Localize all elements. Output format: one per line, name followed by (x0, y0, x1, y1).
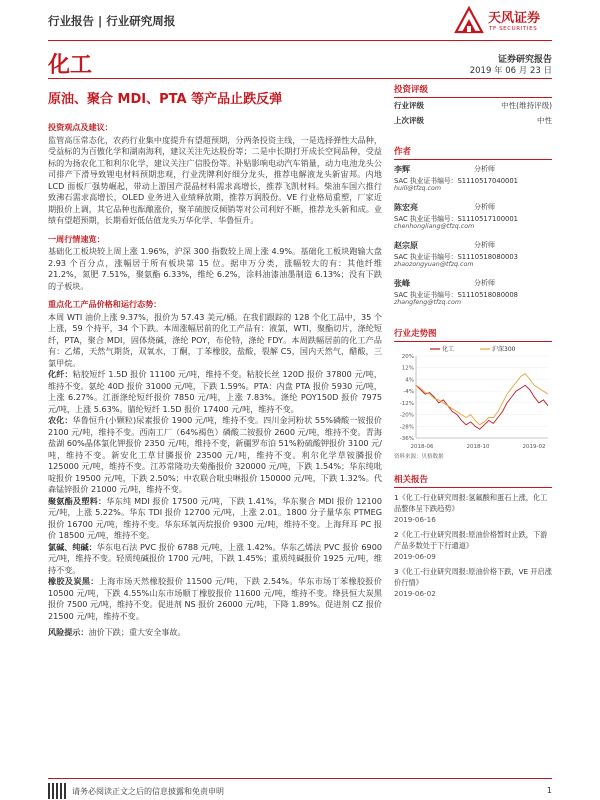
related-reports-heading: 相关报告 (394, 470, 552, 488)
x-tick-label: 2018-10 (466, 444, 490, 450)
related-report-title[interactable]: 3《化工-行业研究周报:原油价格下跌，VE 开启涨价行情》 (394, 567, 552, 587)
related-report[interactable] (394, 529, 552, 562)
sidebar (394, 80, 552, 599)
author-role: 分析师 (474, 203, 495, 211)
paragraph-fiber-heading: 化纤： (48, 369, 73, 379)
author-email[interactable]: huili@tfzq.com (394, 185, 441, 192)
author-cert: SAC 执业证书编号：S1110518080008 (394, 291, 518, 299)
rating-row (394, 98, 552, 113)
footer-divider (48, 778, 552, 783)
related-report-date: 2019-06-16 (394, 515, 436, 524)
authors-heading: 作者 (394, 142, 552, 160)
author-cert: SAC 执业证书编号：S1110517040001 (394, 177, 518, 185)
author-card (394, 202, 552, 236)
related-report-title[interactable]: 2《化工-行业研究周报:原油价格暂时止跌，下游产品多数处于下行通道》 (394, 530, 548, 550)
section-body-prices: 本周 WTI 油价上涨 9.37%，报价为 57.43 美元/桶。在我们跟踪的 128 个化工品中，35 个上涨，59 个持平，34 个下跌。本周涨幅居前的化工产品有：液氯，WTI，聚酯切片，涤纶短纤，PTA，聚合 MDI，固体烧碱，涤纶 POY，布伦特，涤纶 FDY。本周跌幅居前的化工产品有：乙烯，天然气期货，双氧水，丁酮，丁苯橡胶，盐酸，裂解 C5，国内天然气，醋酸，三氯甲烷。 (48, 311, 382, 368)
author-card (394, 278, 552, 312)
industry-title: 化工 (48, 53, 93, 78)
rating-label: 行业评级 (394, 101, 424, 110)
logo-mark-icon (452, 4, 486, 38)
qr-code-icon (48, 783, 66, 799)
author-email[interactable]: zhaozongyuan@tfzq.com (394, 261, 474, 268)
author-role: 分析师 (474, 241, 495, 249)
author-name: 张峰 (394, 279, 410, 288)
related-report-title[interactable]: 1《化工-行业研究周报:氢氟酸和蛋石上涨，化工品整体呈下跌趋势》 (394, 493, 548, 513)
legend-label: 化工 (442, 346, 455, 353)
paragraph-chlor (48, 542, 382, 577)
author-cert: SAC 执业证书编号：S1110518080003 (394, 253, 518, 261)
x-tick-label: 2019-02 (522, 444, 546, 450)
author-email[interactable]: chenhongliang@tfzq.com (394, 223, 475, 230)
main-content (48, 122, 382, 639)
paragraph-chlor-text: 华东电石法 PVC 报价 6788 元/吨，上涨 1.42%。华东乙烯法 PVC 报价 6900 元/吨，维持不变。轻质纯碱报价 1700 元/吨，下跌 1.45%；重质纯碱报价 1925 元/吨，维持不变。 (48, 541, 382, 575)
paragraph-fiber-text: 粘胶短纤 1.5D 报价 11100 元/吨，维持不变。粘胶长丝 120D 报价 37800 元/吨，维持不变。氨纶 40D 报价 31000 元/吨，下跌 1.59%。PTA：内盘 PTA 报价 5930 元/吨，上涨 6.27%。江浙涤纶短纤报价 7850 元/吨，上涨 7.83%。涤纶 POY150D 报价 7975 元/吨，上涨 5.63%。腈纶短纤 1.5D 报价 17400 元/吨，维持不变。 (48, 369, 382, 414)
report-date: 2019 年 06 月 23 日 (469, 66, 552, 76)
author-email[interactable]: zhangfeng@tfzq.com (394, 299, 461, 306)
prev-rating-row (394, 113, 552, 128)
title-divider (48, 78, 552, 79)
y-tick-label: -12% (399, 400, 414, 407)
section-body-views: 监管高压常态化，农药行业集中度提升有望超预期，分两条投资主线，一是选择弹性大品种，受益标的为百傲化学和湖南海利，建议关注先达股份等；二是中长期打开成长空间品种，受益标的为扬农化工和利尔化学，建议关注广信股份等。补贴影响电动汽车销量，动力电池龙头公司排产下滑导致锂电材料预期悲观，行业洗牌利好细分龙头，推荐电解液龙头新宙邦。内地 LCD 面板厂强势崛起，带动上游国产混晶材料需求高增长，推荐飞凯材料。柴油车国六推行致沸石需求高增长，OLED 业务进入业绩释放期，推荐万润股份。VE 行业格局重塑，厂家近期报价上调，其它品种也酝酿涨价，聚羊硫胺反倾销等对公司利好不断，推荐龙头新和成。业绩有望超预期，长期看好低估值龙头万华化学、华鲁恒升。 (48, 134, 382, 225)
trend-chart (394, 342, 552, 452)
related-report[interactable] (394, 566, 552, 599)
trend-chart-heading: 行业走势图 (394, 324, 552, 342)
rating-heading: 投资评级 (394, 80, 552, 98)
y-tick-label: 4% (405, 377, 414, 384)
prev-rating-value: 中性 (537, 116, 552, 125)
author-name: 陈宏亮 (394, 203, 418, 212)
chart-source: 资料来源：贝格数据 (394, 454, 444, 460)
author-role: 分析师 (474, 279, 495, 287)
section-heading-views: 投资观点及建议： (48, 122, 113, 132)
x-tick-label: 2018-06 (410, 444, 434, 450)
author-card (394, 240, 552, 274)
paragraph-agro-heading: 农化： (48, 415, 73, 425)
paragraph-rubber-heading: 橡胶及炭黑： (48, 576, 99, 586)
section-body-market: 基础化工板块较上周上涨 1.96%，沪深 300 指数较上周上涨 4.9%。基础化工板块跑输大盘 2.93 个百分点，涨幅居于所有板块第 15 位。据申万分类，涨幅较大的有：其他纤维 21.2%，氮肥 7.51%，聚氨酯 6.33%，维纶 6.2%，涂料油漆油墨制造 6.13%；没有下跌的子板块。 (48, 246, 382, 291)
risk-heading: 风险提示： (48, 627, 89, 637)
series-line-2 (416, 374, 548, 425)
rating-value: 中性(维持评级) (501, 101, 552, 110)
disclaimer-text: 请务必阅读正文之后的信息披露和免责申明 (72, 787, 224, 796)
paragraph-chlor-heading: 氯碱、纯碱： (48, 541, 97, 552)
author-card (394, 164, 552, 198)
y-tick-label: 12% (401, 365, 414, 372)
paragraph-pu-text: 华东纯 MDI 报价 17500 元/吨，下跌 1.41%，华东聚合 MDI 报价 12100 元/吨，上涨 5.22%。华东 TDI 报价 12700 元/吨，上涨 2.01。1800 分子量华东 PTMEG 报价 16700 元/吨，维持不变。华东环氧丙烷报价 9300 元/吨，维持不变。上海拜耳 PC 报价 18500 元/吨，维持不变。 (48, 495, 382, 540)
paragraph-agro (48, 415, 382, 496)
related-report[interactable] (394, 492, 552, 525)
y-tick-label: -36% (399, 436, 414, 442)
report-subtitle: 原油、聚合 MDI、PTA 等产品止跌反弹 (48, 92, 283, 107)
header-tag: 行业报告 | 行业研究周报 (48, 14, 176, 28)
risk-text: 油价下跌；重大安全事故。 (88, 627, 186, 637)
paragraph-pu (48, 496, 382, 542)
paragraph-rubber-text: 上海市场天然橡胶报价 11500 元/吨，下跌 2.54%。华东市场丁苯橡胶报价 10500 元/吨，下跌 4.55%山东市场顺丁橡胶报价 11600 元/吨，维持不变。绛县恒大炭黑报价 7500 元/吨，维持不变。促进剂 NS 报价 26000 元/吨，下降 1.89%。促进剂 CZ 报价 21500 元/吨，维持不变。 (48, 576, 382, 621)
prev-rating-label: 上次评级 (394, 116, 424, 125)
related-report-date: 2019-06-02 (394, 589, 436, 598)
paragraph-risk (48, 627, 382, 639)
section-heading-prices: 重点化工产品价格和运行态势： (48, 299, 162, 309)
related-report-date: 2019-06-09 (394, 552, 436, 561)
company-logo (452, 4, 562, 38)
page-number: 1 (546, 786, 552, 795)
section-heading-market: 一周行情速览： (48, 233, 105, 244)
legend-label: 沪深300 (492, 346, 516, 353)
author-role: 分析师 (474, 165, 495, 173)
y-tick-label: -20% (399, 412, 414, 419)
author-cert: SAC 执业证书编号：S1110517100001 (394, 215, 518, 223)
paragraph-agro-text: 华鲁恒升(小颗粒)尿素报价 1900 元/吨，维持不变。四川金河粉状 55%磷酸一铵报价 2100 元/吨，维持不变。西南工厂（64%褐色）磷酸二铵报价 2600 元/吨，维持不变。青海盐湖 60%晶体氯化钾报价 2350 元/吨，维持不变，新疆罗布泊 51%粉硫酸钾报价 3100 元/吨，维持不变。新安化工草甘膦报价 23500 元/吨，维持不变。利尔化学草铵膦报价 125000 元/吨，维持不变。江苏常隆功夫菊酯报价 320000 元/吨，下跌 1.54%；华东纯吡啶报价 19500 元/吨，下跌 2.50%；中农联合吡虫啉报价 150000 元/吨，下跌 1.32%。代森锰锌报价 21000 元/吨，维持不变。 (48, 415, 382, 494)
logo-subtext: TF SECURITIES (489, 26, 538, 32)
paragraph-fiber (48, 369, 382, 415)
report-type: 证券研究报告 (497, 55, 552, 65)
y-tick-label: 20% (401, 354, 414, 360)
series-line-1 (416, 385, 548, 429)
author-name: 李辉 (394, 165, 410, 174)
logo-text: 天风证券 (488, 11, 541, 26)
trend-chart-svg (394, 342, 552, 452)
paragraph-pu-heading: 聚氨酯及塑料： (48, 495, 107, 506)
y-tick-label: -28% (399, 424, 414, 431)
paragraph-rubber (48, 576, 382, 622)
author-name: 赵宗原 (394, 241, 418, 250)
y-tick-label: -4% (403, 389, 414, 396)
header-divider (48, 40, 552, 41)
